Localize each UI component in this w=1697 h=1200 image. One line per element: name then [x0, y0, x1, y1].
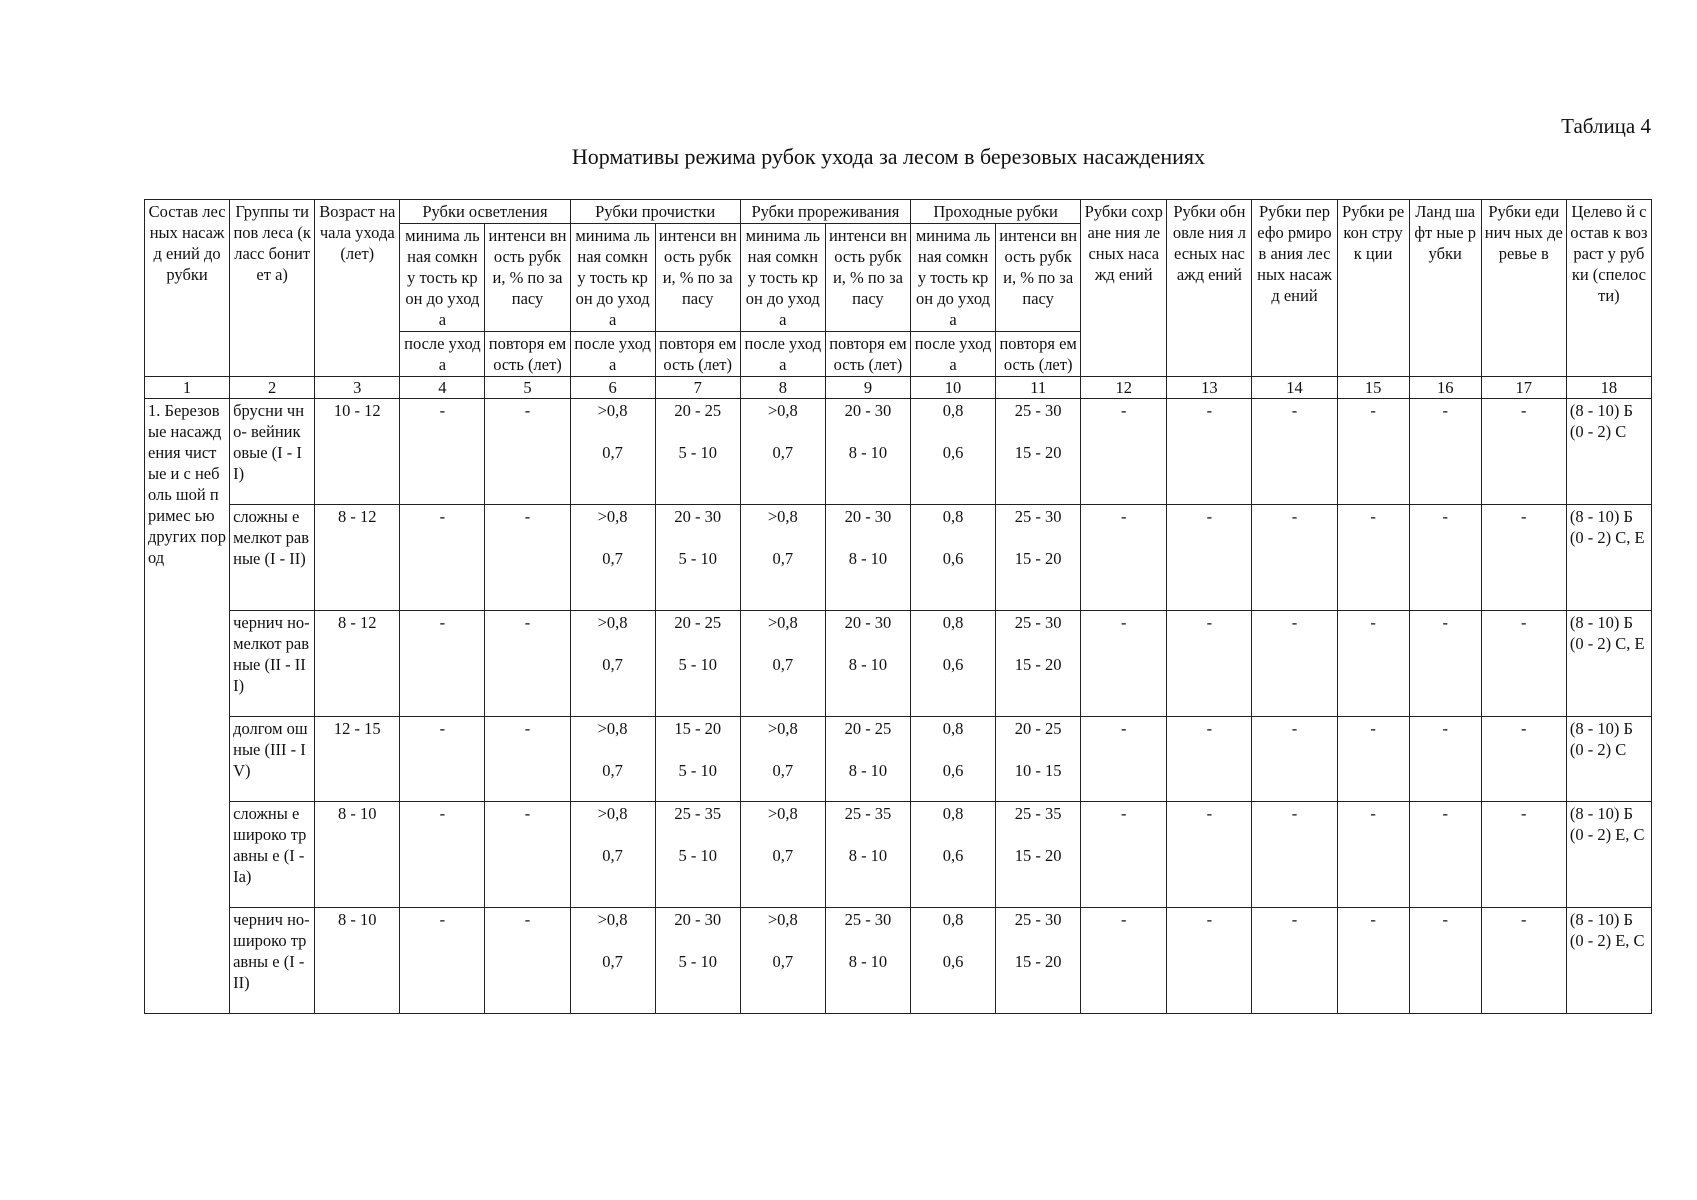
- value-cell: -: [400, 399, 485, 505]
- value-top: >0,8: [597, 613, 628, 632]
- value-top: 25 - 30: [1014, 401, 1062, 420]
- column-number: 7: [655, 377, 740, 399]
- target-composition-cell: (8 - 10) Б (0 - 2) С, Е: [1566, 611, 1651, 717]
- header-after-care: после ухода: [570, 332, 655, 377]
- header-intensity: интенси вность рубки, % по запасу: [996, 224, 1081, 332]
- value-cell: -: [1481, 505, 1566, 611]
- column-number: 3: [315, 377, 400, 399]
- value-cell: -: [1252, 908, 1337, 1014]
- value-cell: -: [485, 802, 570, 908]
- value-bottom: 0,6: [942, 761, 964, 780]
- value-cell: -: [1081, 717, 1167, 802]
- value-bottom: 0,7: [772, 952, 794, 971]
- value-cell: -: [485, 611, 570, 717]
- value-cell: -: [1337, 399, 1409, 505]
- value-bottom: 8 - 10: [848, 549, 888, 568]
- value-bottom: 5 - 10: [678, 846, 717, 865]
- start-age-cell: 8 - 10: [315, 802, 400, 908]
- page-title: Нормативы режима рубок ухода за лесом в березовых насаждениях: [571, 144, 1206, 169]
- value-pair-cell: [825, 802, 910, 908]
- column-number: 6: [570, 377, 655, 399]
- value-top: >0,8: [767, 507, 798, 526]
- value-cell: -: [1252, 505, 1337, 611]
- value-pair-cell: [996, 611, 1081, 717]
- value-pair-cell: [911, 505, 996, 611]
- value-top: 15 - 20: [674, 719, 722, 738]
- value-cell: -: [1167, 908, 1252, 1014]
- column-number: 14: [1252, 377, 1337, 399]
- column-number: 4: [400, 377, 485, 399]
- value-bottom: 0,7: [772, 443, 794, 462]
- norms-table: [144, 199, 1652, 1014]
- value-cell: -: [400, 505, 485, 611]
- header-intensity: интенси вность рубки, % по запасу: [825, 224, 910, 332]
- value-cell: -: [1081, 802, 1167, 908]
- table-body: [145, 399, 1652, 1014]
- value-pair-cell: [825, 611, 910, 717]
- column-number: 13: [1167, 377, 1252, 399]
- value-pair-cell: [825, 399, 910, 505]
- value-top: >0,8: [767, 719, 798, 738]
- header-repeat: повторя емость (лет): [485, 332, 570, 377]
- value-bottom: 8 - 10: [848, 952, 888, 971]
- header-col16: Ланд шафт ные рубки: [1409, 200, 1481, 377]
- start-age-cell: 10 - 12: [315, 399, 400, 505]
- value-cell: -: [1337, 505, 1409, 611]
- column-number: 17: [1481, 377, 1566, 399]
- value-cell: -: [1409, 399, 1481, 505]
- start-age-cell: 12 - 15: [315, 717, 400, 802]
- value-bottom: 5 - 10: [678, 655, 717, 674]
- value-top: 0,8: [942, 507, 964, 526]
- header-min-density: минима льная сомкну тость крон до ухода: [400, 224, 485, 332]
- value-pair-cell: [996, 505, 1081, 611]
- value-top: >0,8: [597, 507, 628, 526]
- value-bottom: 8 - 10: [848, 761, 888, 780]
- target-composition-cell: (8 - 10) Б (0 - 2) Е, С: [1566, 802, 1651, 908]
- value-pair-cell: [570, 717, 655, 802]
- value-cell: -: [1167, 611, 1252, 717]
- value-top: 20 - 30: [844, 401, 892, 420]
- value-bottom: 0,6: [942, 549, 964, 568]
- value-bottom: 5 - 10: [678, 443, 717, 462]
- value-cell: -: [1337, 611, 1409, 717]
- table-row: [145, 802, 1652, 908]
- header-repeat: повторя емость (лет): [825, 332, 910, 377]
- value-cell: -: [400, 802, 485, 908]
- value-pair-cell: [655, 611, 740, 717]
- value-bottom: 0,7: [602, 761, 623, 780]
- value-cell: -: [1409, 505, 1481, 611]
- value-bottom: 0,7: [602, 846, 623, 865]
- value-cell: -: [485, 505, 570, 611]
- header-col15: Рубки рекон струк ции: [1337, 200, 1409, 377]
- value-cell: -: [1081, 399, 1167, 505]
- value-pair-cell: [570, 505, 655, 611]
- value-pair-cell: [740, 908, 825, 1014]
- value-bottom: 0,6: [942, 952, 964, 971]
- value-pair-cell: [740, 717, 825, 802]
- value-bottom: 15 - 20: [1014, 846, 1062, 865]
- value-cell: -: [1481, 611, 1566, 717]
- value-top: >0,8: [597, 401, 628, 420]
- value-top: >0,8: [767, 910, 798, 929]
- value-cell: -: [1409, 908, 1481, 1014]
- value-pair-cell: [740, 399, 825, 505]
- value-pair-cell: [740, 802, 825, 908]
- target-composition-cell: (8 - 10) Б (0 - 2) С, Е: [1566, 505, 1651, 611]
- value-cell: -: [1081, 505, 1167, 611]
- column-number: 1: [145, 377, 230, 399]
- value-cell: -: [1481, 717, 1566, 802]
- value-cell: -: [400, 717, 485, 802]
- header-after-care: после ухода: [740, 332, 825, 377]
- value-top: 25 - 30: [1014, 613, 1062, 632]
- column-number: 18: [1566, 377, 1651, 399]
- column-number: 5: [485, 377, 570, 399]
- start-age-cell: 8 - 10: [315, 908, 400, 1014]
- value-pair-cell: [655, 505, 740, 611]
- value-top: 20 - 25: [1014, 719, 1062, 738]
- forest-type-cell: сложны е мелкот равные (I - II): [230, 505, 315, 611]
- value-cell: -: [485, 399, 570, 505]
- value-top: >0,8: [597, 719, 628, 738]
- value-pair-cell: [911, 611, 996, 717]
- value-pair-cell: [570, 399, 655, 505]
- value-bottom: 5 - 10: [678, 952, 717, 971]
- column-number: 10: [911, 377, 996, 399]
- value-pair-cell: [655, 717, 740, 802]
- value-bottom: 0,6: [942, 655, 964, 674]
- value-cell: -: [1481, 399, 1566, 505]
- value-top: 20 - 25: [674, 401, 722, 420]
- value-pair-cell: [655, 399, 740, 505]
- value-cell: -: [1252, 399, 1337, 505]
- header-after-care: после ухода: [400, 332, 485, 377]
- value-cell: -: [1409, 611, 1481, 717]
- forest-type-cell: чернич но- широко травны е (I - II): [230, 908, 315, 1014]
- table-row: [145, 611, 1652, 717]
- value-top: >0,8: [767, 804, 798, 823]
- table-header: [145, 200, 1652, 399]
- value-pair-cell: [740, 611, 825, 717]
- value-cell: -: [1252, 611, 1337, 717]
- value-bottom: 8 - 10: [848, 443, 888, 462]
- value-top: 25 - 35: [674, 804, 722, 823]
- group-label: 1. Березов ые насажд ения чистые и с неболь шой примес ью других пород: [145, 399, 230, 1014]
- value-bottom: 5 - 10: [678, 549, 717, 568]
- value-top: 25 - 35: [1014, 804, 1062, 823]
- header-osvetlenie: Рубки осветления: [400, 200, 570, 224]
- value-bottom: 15 - 20: [1014, 549, 1062, 568]
- value-cell: -: [1167, 399, 1252, 505]
- forest-type-cell: долгом ошные (III - IV): [230, 717, 315, 802]
- value-top: 25 - 30: [1014, 910, 1062, 929]
- value-bottom: 15 - 20: [1014, 443, 1062, 462]
- value-top: 20 - 25: [674, 613, 722, 632]
- value-top: 25 - 30: [1014, 507, 1062, 526]
- value-pair-cell: [911, 908, 996, 1014]
- value-top: 0,8: [942, 804, 964, 823]
- value-bottom: 0,7: [602, 952, 623, 971]
- header-start-age: Возраст начала ухода (лет): [315, 200, 400, 377]
- value-bottom: 0,7: [602, 549, 623, 568]
- header-col18: Целево й состав к возраст у рубки (спелос ти): [1566, 200, 1651, 377]
- value-top: 25 - 30: [844, 910, 892, 929]
- value-top: >0,8: [767, 401, 798, 420]
- value-pair-cell: [825, 505, 910, 611]
- value-bottom: 10 - 15: [1014, 761, 1062, 780]
- header-forest-type: Группы типов леса (класс бонитет а): [230, 200, 315, 377]
- column-number: 16: [1409, 377, 1481, 399]
- value-pair-cell: [570, 802, 655, 908]
- column-numbers-row: [145, 377, 1652, 399]
- column-number: 15: [1337, 377, 1409, 399]
- header-min-density: минима льная сомкну тость крон до ухода: [740, 224, 825, 332]
- header-repeat: повторя емость (лет): [996, 332, 1081, 377]
- header-prohodnye: Проходные рубки: [911, 200, 1081, 224]
- target-composition-cell: (8 - 10) Б (0 - 2) С: [1566, 717, 1651, 802]
- value-pair-cell: [911, 717, 996, 802]
- value-cell: -: [485, 908, 570, 1014]
- value-top: 20 - 30: [844, 613, 892, 632]
- start-age-cell: 8 - 12: [315, 611, 400, 717]
- value-bottom: 0,7: [772, 761, 794, 780]
- value-pair-cell: [655, 908, 740, 1014]
- start-age-cell: 8 - 12: [315, 505, 400, 611]
- header-col17: Рубки единич ных деревье в: [1481, 200, 1566, 377]
- forest-type-cell: брусни чно- вейник овые (I - II): [230, 399, 315, 505]
- value-cell: -: [400, 611, 485, 717]
- header-after-care: после ухода: [911, 332, 996, 377]
- value-top: 0,8: [942, 613, 964, 632]
- value-bottom: 0,6: [942, 846, 964, 865]
- value-pair-cell: [996, 802, 1081, 908]
- value-pair-cell: [996, 908, 1081, 1014]
- table-row: [145, 399, 1652, 505]
- value-cell: -: [1481, 802, 1566, 908]
- value-cell: -: [1252, 802, 1337, 908]
- value-bottom: 0,7: [772, 549, 794, 568]
- value-cell: -: [485, 717, 570, 802]
- header-repeat: повторя емость (лет): [655, 332, 740, 377]
- column-number: 11: [996, 377, 1081, 399]
- value-pair-cell: [911, 399, 996, 505]
- header-prochistka: Рубки прочистки: [570, 200, 740, 224]
- forest-type-cell: чернич но- мелкот равные (II - III): [230, 611, 315, 717]
- value-bottom: 5 - 10: [678, 761, 717, 780]
- header-col14: Рубки перефо рмиров ания лесных насажд ений: [1252, 200, 1337, 377]
- header-col12: Рубки сохране ния лесных насажд ений: [1081, 200, 1167, 377]
- value-cell: -: [1081, 908, 1167, 1014]
- value-cell: -: [1167, 505, 1252, 611]
- header-min-density: минима льная сомкну тость крон до ухода: [911, 224, 996, 332]
- header-intensity: интенси вность рубки, % по запасу: [485, 224, 570, 332]
- value-top: 0,8: [942, 910, 964, 929]
- value-cell: -: [1409, 802, 1481, 908]
- header-prorezhivanie: Рубки прореживания: [740, 200, 910, 224]
- value-cell: -: [1409, 717, 1481, 802]
- column-number: 12: [1081, 377, 1167, 399]
- value-top: >0,8: [597, 910, 628, 929]
- header-intensity: интенси вность рубки, % по запасу: [655, 224, 740, 332]
- value-cell: -: [1167, 802, 1252, 908]
- header-col13: Рубки обновле ния лесных насажд ений: [1167, 200, 1252, 377]
- value-cell: -: [1337, 717, 1409, 802]
- value-pair-cell: [996, 399, 1081, 505]
- table-row: [145, 908, 1652, 1014]
- table-row: [145, 717, 1652, 802]
- table-label: Таблица 4: [1561, 114, 1651, 138]
- value-pair-cell: [825, 908, 910, 1014]
- value-pair-cell: [996, 717, 1081, 802]
- value-pair-cell: [570, 611, 655, 717]
- value-top: 0,8: [942, 719, 964, 738]
- column-number: 9: [825, 377, 910, 399]
- value-bottom: 15 - 20: [1014, 952, 1062, 971]
- value-top: 25 - 35: [844, 804, 892, 823]
- value-pair-cell: [655, 802, 740, 908]
- value-bottom: 0,7: [772, 846, 794, 865]
- target-composition-cell: (8 - 10) Б (0 - 2) С: [1566, 399, 1651, 505]
- value-pair-cell: [570, 908, 655, 1014]
- value-cell: -: [1252, 717, 1337, 802]
- value-bottom: 15 - 20: [1014, 655, 1062, 674]
- target-composition-cell: (8 - 10) Б (0 - 2) Е, С: [1566, 908, 1651, 1014]
- value-cell: -: [1481, 908, 1566, 1014]
- header-composition: Состав лесных насажд ений до рубки: [145, 200, 230, 377]
- header-min-density: минима льная сомкну тость крон до ухода: [570, 224, 655, 332]
- value-pair-cell: [825, 717, 910, 802]
- value-bottom: 0,7: [602, 443, 623, 462]
- value-top: 20 - 30: [674, 507, 722, 526]
- value-top: 20 - 30: [674, 910, 722, 929]
- value-bottom: 0,7: [602, 655, 623, 674]
- column-number: 2: [230, 377, 315, 399]
- value-pair-cell: [911, 802, 996, 908]
- value-bottom: 8 - 10: [848, 846, 888, 865]
- table-row: [145, 505, 1652, 611]
- value-cell: -: [1337, 908, 1409, 1014]
- value-top: >0,8: [767, 613, 798, 632]
- value-top: >0,8: [597, 804, 628, 823]
- value-bottom: 8 - 10: [848, 655, 888, 674]
- value-top: 20 - 25: [844, 719, 892, 738]
- value-bottom: 0,7: [772, 655, 794, 674]
- value-cell: -: [1337, 802, 1409, 908]
- value-cell: -: [400, 908, 485, 1014]
- value-cell: -: [1167, 717, 1252, 802]
- value-top: 20 - 30: [844, 507, 892, 526]
- value-top: 0,8: [942, 401, 964, 420]
- value-pair-cell: [740, 505, 825, 611]
- value-bottom: 0,6: [942, 443, 964, 462]
- column-number: 8: [740, 377, 825, 399]
- value-cell: -: [1081, 611, 1167, 717]
- forest-type-cell: сложны е широко травны е (I - Ia): [230, 802, 315, 908]
